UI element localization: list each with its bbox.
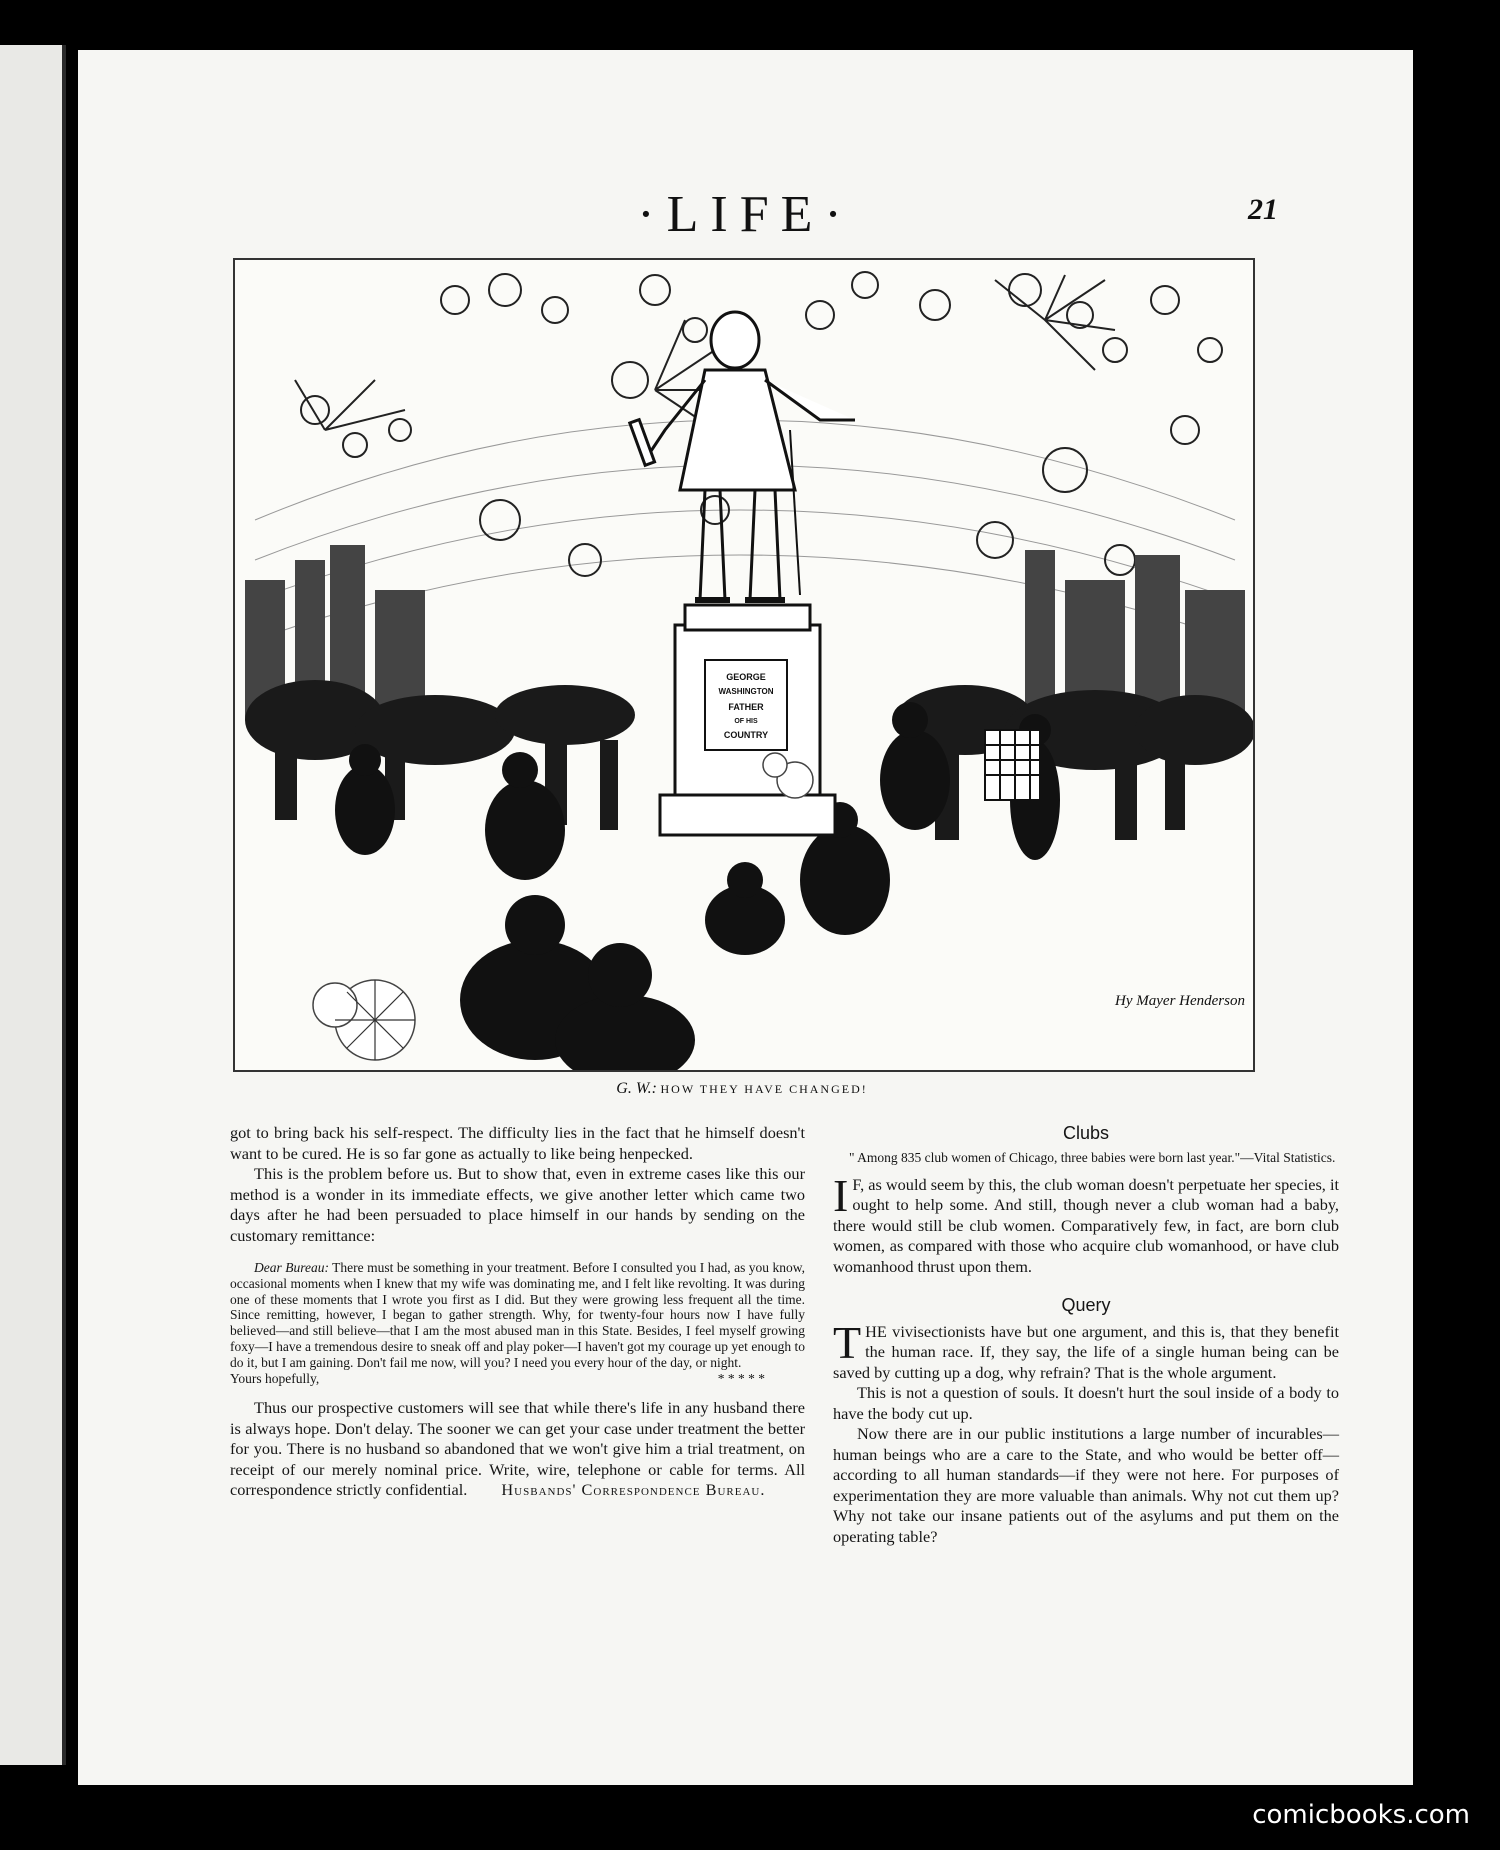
- pedestal-line-5: COUNTRY: [723, 730, 769, 740]
- left-column: [230, 1123, 805, 1501]
- artist-signature: Hy Mayer Henderson: [1115, 993, 1245, 1009]
- pedestal-line-3: FATHER: [728, 702, 764, 712]
- magazine-page: [78, 50, 1413, 1785]
- facing-page-edge: [0, 45, 66, 1765]
- left-paragraph-3: [230, 1398, 805, 1501]
- quoted-letter: [230, 1260, 805, 1386]
- pedestal-line-1: GEORGE: [726, 672, 766, 682]
- cartoon-illustration: [233, 258, 1255, 1072]
- caption-speaker: G. W.:: [616, 1080, 658, 1097]
- left-paragraph-1: got to bring back his self-respect. The difficulty lies in the fact that he himself doesn't want to be cured. He is so far gone as actually to like being henpecked.: [230, 1123, 805, 1163]
- statue-pedestal: [660, 605, 835, 835]
- clubs-body: IF, as would seem by this, the club woman doesn't perpetuate her species, it ought to help some. And still, though never a club woman had a baby, there would still be club women. Comparatively few, in fact, are born club women, as compared with those who acquire club womanhood, or have club womanhood thrust upon them.: [833, 1169, 1339, 1276]
- letter-signoff: Yours hopefully,: [230, 1370, 320, 1386]
- query-paragraph-3: Now there are in our public institutions a large number of incurables—human beings who are a care to the State, and who would be better off—according to all human standards—if they were not here. For purposes of experimentation they are more valuable than animals. Why not cut them up? Why not take our insane patients out of the asylums and put them on the operating table?: [833, 1424, 1339, 1546]
- letter-salutation: Dear Bureau:: [254, 1260, 329, 1275]
- pedestal-line-4: OF HIS: [734, 718, 758, 725]
- letter-body: There must be something in your treatment. Before I consulted you I had, as you know, occasional moments when I knew that my wife was dominating me, and I felt like revolting. It was during one of these moments that I wrote you first as I did. But they were growing less frequent all the time. Since remitting, however, I began to gather strength. Why, for twenty-four hours now I have fully believed—and still believe—that I am the most abused man in this State. Besides, I feel myself growing foxy—I have a tremendous desire to sneak off and play poker—I haven't got my courage up yet enough to do it, but I am gaining. Don't fail me now, will you? I need you every hour of the day, or night.: [230, 1260, 805, 1370]
- left-paragraph-3-text: Thus our prospective customers will see that while there's life in any husband there is always hope. Don't delay. The sooner we can get your case under treatment the better for you. There is no husband so abandoned that we won't give him a trial treatment, on receipt of our merely nominal price. Write, wire, telephone or cable for terms. All correspondence strictly confidential.: [230, 1398, 805, 1500]
- query-paragraph-1: THE vivisectionists have but one argument, and this is, that they benefit the human race. If, they say, the life of a single human being can be saved by cutting up a dog, why refrain? That is the whole argument.: [833, 1316, 1339, 1382]
- cartoon-caption: [233, 1080, 1251, 1098]
- site-watermark: comicbooks.com: [1252, 1800, 1470, 1830]
- letter-stars: * * * * *: [717, 1370, 765, 1386]
- clubs-heading: Clubs: [1062, 1123, 1110, 1143]
- query-paragraph-2: This is not a question of souls. It doesn't hurt the soul inside of a body to have the body cut up.: [833, 1383, 1339, 1423]
- page-number: 21: [1248, 193, 1278, 226]
- pedestal-line-2: WASHINGTON: [718, 687, 774, 696]
- right-column: [833, 1123, 1339, 1547]
- clubs-epigraph: " Among 835 club women of Chicago, three babies were born last year."—Vital Statistics.: [849, 1149, 1336, 1165]
- caption-text: HOW THEY HAVE CHANGED!: [660, 1082, 868, 1096]
- masthead: ·LIFE·: [637, 186, 854, 243]
- query-heading: Query: [1061, 1295, 1111, 1315]
- left-paragraph-2: This is the problem before us. But to show that, even in extreme cases like this our method is a wonder in its immediate effects, we give another letter which came two days after he had been persuaded to place himself in our hands by sending on the customary remittance:: [230, 1164, 805, 1245]
- bureau-signature: Husbands' Correspondence Bureau.: [501, 1480, 766, 1500]
